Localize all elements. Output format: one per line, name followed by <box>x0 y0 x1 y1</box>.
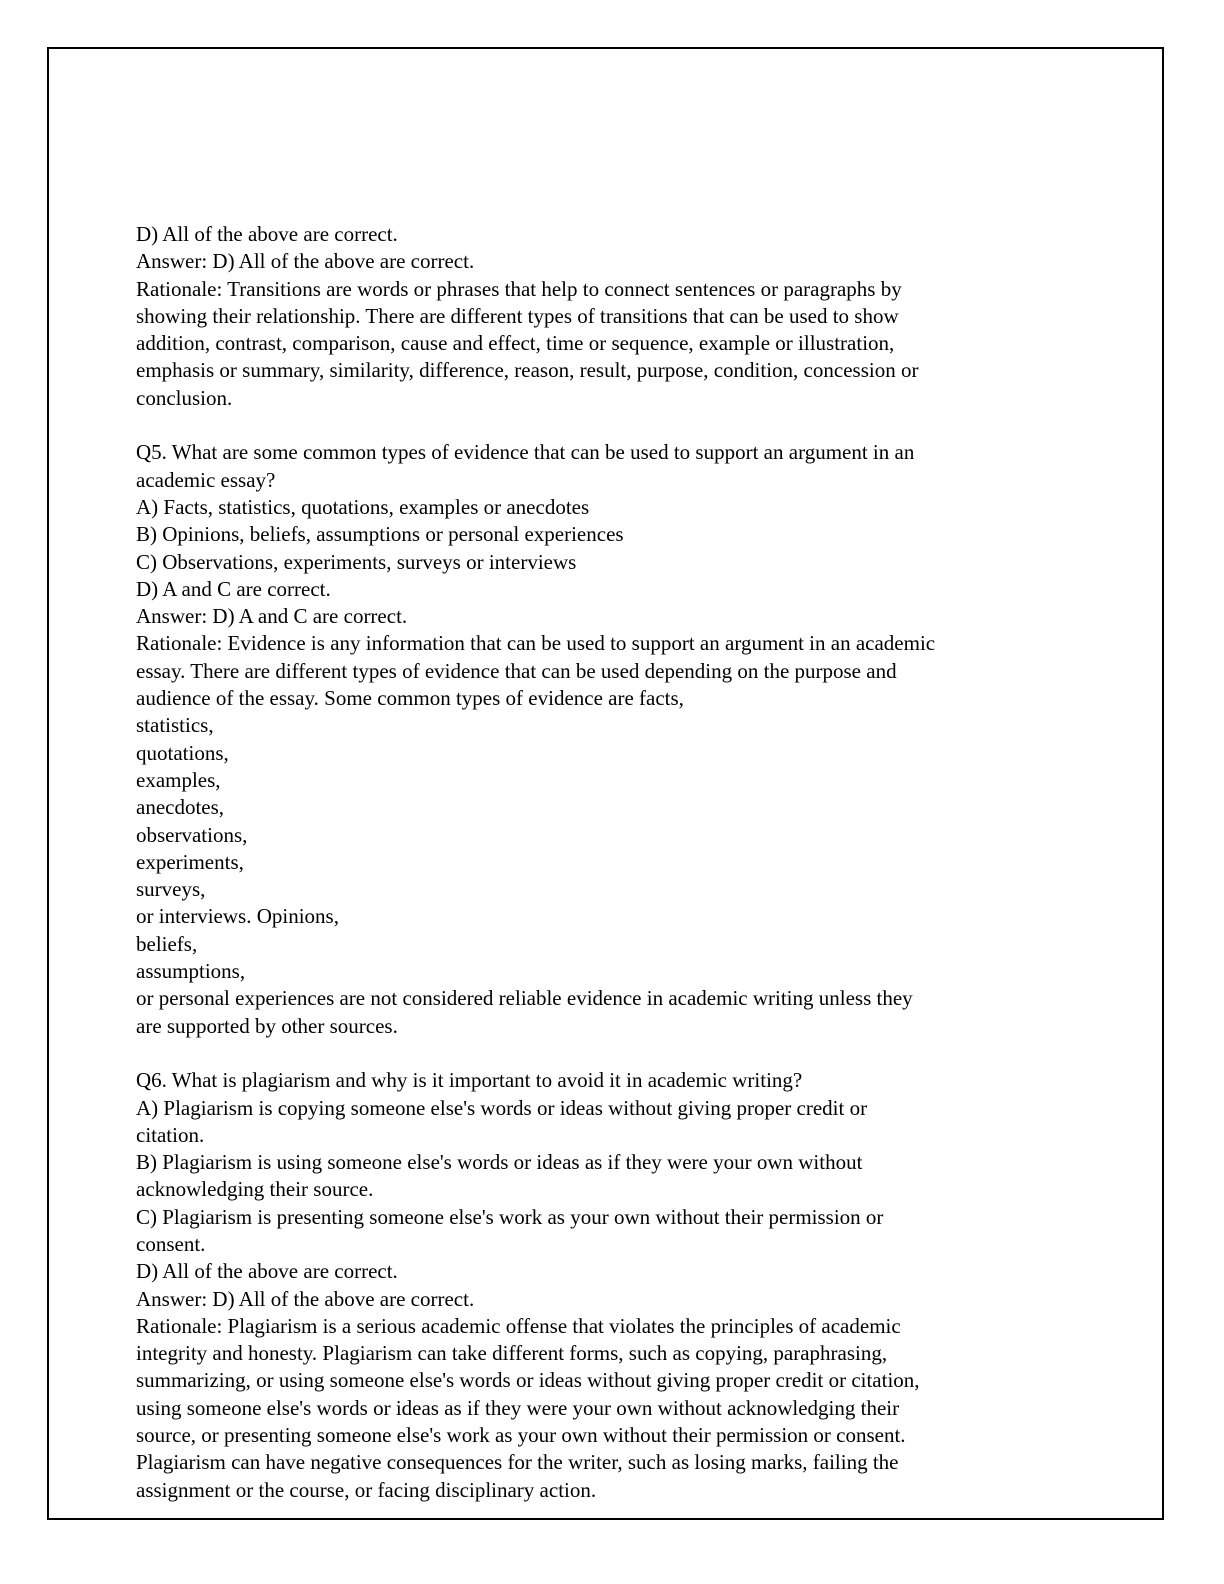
q5-answer: Answer: D) A and C are correct. <box>136 604 408 629</box>
q5-rationale <box>136 630 1056 1039</box>
q6-option-line: D) All of the above are correct. <box>136 1259 398 1284</box>
paragraph-gap <box>136 1040 1056 1067</box>
rationale-line: conclusion. <box>136 385 233 410</box>
rationale-line: Rationale: Evidence is any information that can be used to support an argument in an academic <box>136 631 936 656</box>
rationale-line: anecdotes, <box>136 795 225 820</box>
rationale-line: experiments, <box>136 849 244 874</box>
q5-option-c: C) Observations, experiments, surveys or interviews <box>136 549 577 574</box>
rationale-line: assignment or the course, or facing disciplinary action. <box>136 1477 597 1502</box>
q6-option-line: consent. <box>136 1231 206 1256</box>
rationale-line: essay. There are different types of evidence that can be used depending on the purpose and <box>136 658 897 683</box>
rationale-line: observations, <box>136 822 248 847</box>
q6-option-line: citation. <box>136 1122 205 1147</box>
rationale-line: statistics, <box>136 713 214 738</box>
rationale-line: using someone else's words or ideas as if they were your own without acknowledging their <box>136 1395 900 1420</box>
rationale-line: quotations, <box>136 740 229 765</box>
q5-option-a: A) Facts, statistics, quotations, examples or anecdotes <box>136 494 590 519</box>
q5-option-d: D) A and C are correct. <box>136 576 331 601</box>
rationale-line: surveys, <box>136 877 206 902</box>
q6-option-line: acknowledging their source. <box>136 1177 374 1202</box>
q4-answer: Answer: D) All of the above are correct. <box>136 249 475 274</box>
rationale-line: audience of the essay. Some common types of evidence are facts, <box>136 686 684 711</box>
question-q5 <box>136 439 1056 1040</box>
q6-rationale <box>136 1313 1056 1504</box>
q5-question-line: Q5. What are some common types of evidence that can be used to support an argument in an <box>136 440 915 465</box>
q6-option-line: C) Plagiarism is presenting someone else's work as your own without their permission or <box>136 1204 884 1229</box>
rationale-line: integrity and honesty. Plagiarism can take different forms, such as copying, paraphrasing, <box>136 1341 888 1366</box>
rationale-line: Rationale: Plagiarism is a serious academic offense that violates the principles of academic <box>136 1313 901 1338</box>
document-body <box>136 221 1056 1504</box>
paragraph-gap <box>136 412 1056 439</box>
q6-answer: Answer: D) All of the above are correct. <box>136 1286 475 1311</box>
rationale-line: Plagiarism can have negative consequences for the writer, such as losing marks, failing the <box>136 1450 899 1475</box>
q4-continuation <box>136 221 1056 412</box>
q6-question-line: Q6. What is plagiarism and why is it important to avoid it in academic writing? <box>136 1068 803 1093</box>
rationale-line: or interviews. Opinions, <box>136 904 339 929</box>
rationale-line: emphasis or summary, similarity, difference, reason, result, purpose, condition, concession or <box>136 358 919 383</box>
rationale-line: are supported by other sources. <box>136 1013 398 1038</box>
q6-option-line: A) Plagiarism is copying someone else's words or ideas without giving proper credit or <box>136 1095 868 1120</box>
q5-question-line: academic essay? <box>136 467 276 492</box>
rationale-line: addition, contrast, comparison, cause and effect, time or sequence, example or illustration, <box>136 331 895 356</box>
rationale-line: beliefs, <box>136 931 198 956</box>
rationale-line: or personal experiences are not considered reliable evidence in academic writing unless they <box>136 986 913 1011</box>
rationale-line: summarizing, or using someone else's words or ideas without giving proper credit or citation, <box>136 1368 920 1393</box>
rationale-line: showing their relationship. There are different types of transitions that can be used to show <box>136 303 899 328</box>
question-q6 <box>136 1067 1056 1504</box>
q5-option-b: B) Opinions, beliefs, assumptions or personal experiences <box>136 522 624 547</box>
q4-rationale <box>136 276 1056 412</box>
rationale-line: examples, <box>136 767 221 792</box>
q6-option-line: B) Plagiarism is using someone else's words or ideas as if they were your own without <box>136 1150 863 1175</box>
rationale-line: source, or presenting someone else's work as your own without their permission or consent. <box>136 1423 906 1448</box>
rationale-line: assumptions, <box>136 959 246 984</box>
rationale-line: Rationale: Transitions are words or phrases that help to connect sentences or paragraphs by <box>136 276 902 301</box>
q4-option-d: D) All of the above are correct. <box>136 222 398 246</box>
